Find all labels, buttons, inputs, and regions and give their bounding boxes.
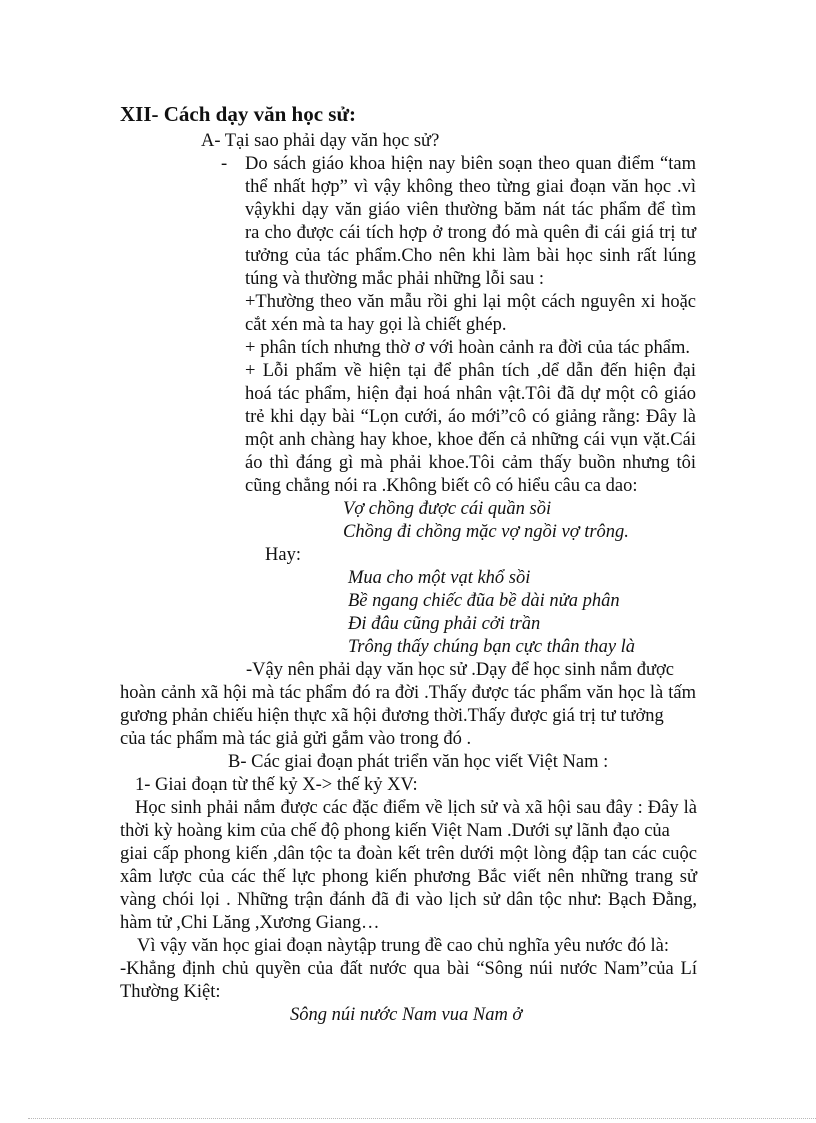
section-b-title: B- Các giai đoạn phát triển văn học viết Việt Nam : xyxy=(228,752,609,772)
section-heading: XII- Cách dạy văn học sử: xyxy=(120,102,357,126)
paragraph-line: Học sinh phải nắm được các đặc điểm về lịch sử và xã hội sau đây : Đây là xyxy=(135,798,697,818)
poem-line: Đi đâu cũng phải cởi trần xyxy=(348,614,541,634)
paragraph-line: của tác phẩm mà tác giả gửi gắm vào trong đó . xyxy=(120,729,472,749)
paragraph-line: -Khẳng định chủ quyền của đất nước qua bài “Sông núi nước Nam”của Lí xyxy=(120,959,697,979)
poem-line: Chồng đi chồng mặc vợ ngồi vợ trông. xyxy=(343,522,629,542)
paragraph-line: túng và thường mắc phải những lỗi sau : xyxy=(245,269,545,289)
paragraph-line: hoàn cảnh xã hội mà tác phẩm đó ra đời .Thấy được tác phẩm văn học là tấm xyxy=(120,683,696,703)
paragraph-line: thời kỳ hoàng kim của chế độ phong kiến Việt Nam .Dưới sự lãnh đạo của xyxy=(120,821,670,841)
poem-line: Vợ chồng được cái quần sồi xyxy=(343,499,552,519)
paragraph-line: Thường Kiệt: xyxy=(120,982,221,1002)
poem-line: Trông thấy chúng bạn cực thân thay là xyxy=(348,637,636,657)
bullet-dash: - xyxy=(221,154,228,174)
paragraph-line: gương phản chiếu hiện thực xã hội đương thời.Thấy được giá trị tư tưởng xyxy=(120,706,664,726)
hay-label: Hay: xyxy=(265,545,301,565)
paragraph-line: áo thì đáng gì mà phải khoe.Tôi cảm thấy buồn nhưng tôi xyxy=(245,453,696,473)
paragraph-line: cắt xén mà ta hay gọi là chiết ghép. xyxy=(245,315,507,335)
paragraph-line: thể nhất hợp” vì vậy không theo từng giai đoạn văn học .vì xyxy=(245,177,696,197)
paragraph-line: hàm tử ,Chi Lăng ,Xương Giang… xyxy=(120,913,380,933)
subsection-title: 1- Giai đoạn từ thế kỷ X-> thế kỷ XV: xyxy=(135,775,418,795)
paragraph-line: +Thường theo văn mẫu rồi ghi lại một cách nguyên xi hoặc xyxy=(245,292,696,312)
paragraph-line: hoá tác phẩm, hiện đại hoá nhân vật.Tôi đã dự một cô giáo xyxy=(245,384,696,404)
poem-line: Mua cho một vạt khổ sồi xyxy=(348,568,531,588)
paragraph-line: vàng chói lọi . Những trận đánh đã đi vào lịch sử dân tộc như: Bạch Đằng, xyxy=(120,890,697,910)
paragraph-line: ra cho được cái tích hợp ở trong đó mà quên đi cái giá trị tư xyxy=(245,223,696,243)
paragraph-line: tưởng của tác phẩm.Cho nên khi làm bài học sinh rất lúng xyxy=(245,246,696,266)
poem-line: Bề ngang chiếc đũa bề dài nửa phân xyxy=(348,591,620,611)
paragraph-line: trẻ khi dạy bài “Lọn cưới, áo mới”cô có giảng rằng: Đây là xyxy=(245,407,696,427)
paragraph-line: -Vậy nên phải dạy văn học sử .Dạy để học sinh nắm được xyxy=(246,660,674,680)
paragraph-line: xâm lược của các thế lực phong kiến phương Bắc viết nên những trang sử xyxy=(120,867,697,887)
paragraph-line: vậykhi dạy văn giáo viên thường băm nát tác phẩm để tìm xyxy=(245,200,696,220)
poem-line: Sông núi nước Nam vua Nam ở xyxy=(290,1005,523,1025)
paragraph-line: giai cấp phong kiến ,dân tộc ta đoàn kết trên dưới một lòng đập tan các cuộc xyxy=(120,844,697,864)
section-a-title: A- Tại sao phải dạy văn học sử? xyxy=(201,131,440,151)
paragraph-line: Vì vậy văn học giai đoạn nàytập trung đề cao chủ nghĩa yêu nước đó là: xyxy=(137,936,669,956)
paragraph-line: một anh chàng hay khoe, khoe đến cả những cái vụn vặt.Cái xyxy=(245,430,696,450)
paragraph-line: cũng chẳng nói ra .Không biết cô có hiểu câu ca dao: xyxy=(245,476,638,496)
paragraph-line: Do sách giáo khoa hiện nay biên soạn theo quan điểm “tam xyxy=(245,154,696,174)
page-bottom-rule xyxy=(28,1118,816,1119)
paragraph-line: + phân tích nhưng thờ ơ với hoàn cảnh ra đời của tác phẩm. xyxy=(245,338,690,358)
paragraph-line: + Lỗi phẩm về hiện tại để phân tích ,dể dẫn đến hiện đại xyxy=(245,361,696,381)
